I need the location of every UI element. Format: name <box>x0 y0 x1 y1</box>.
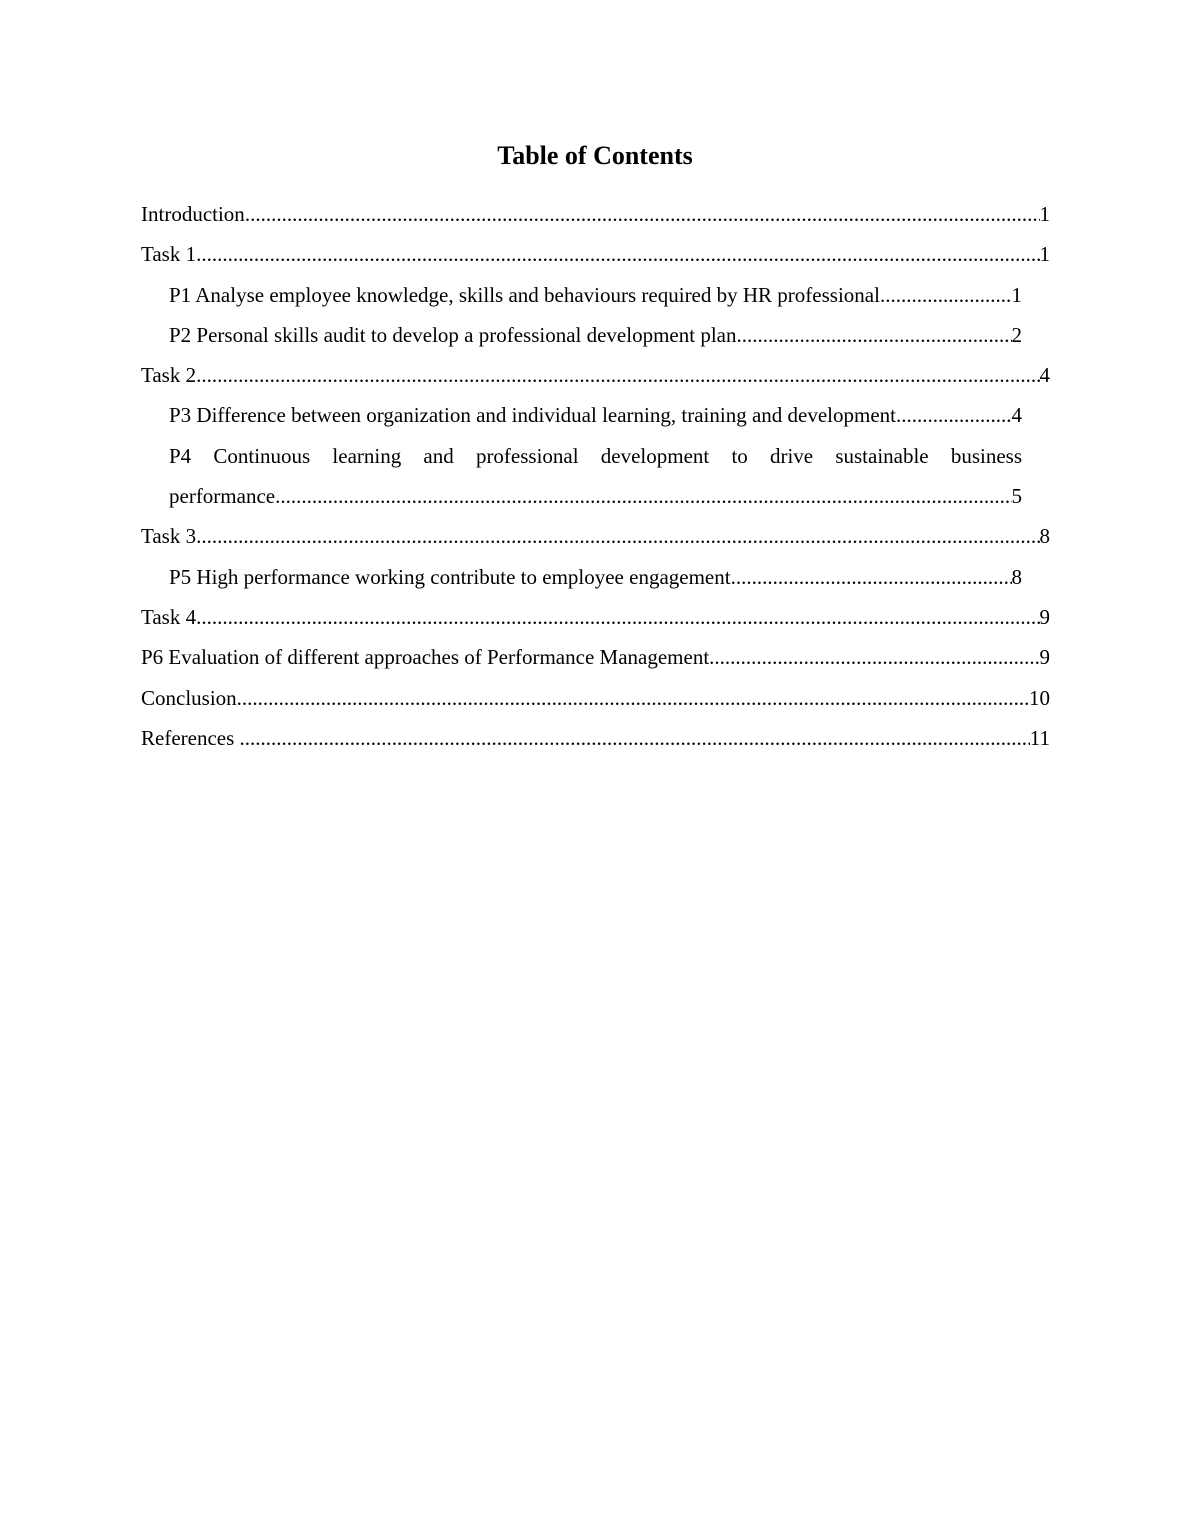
toc-word: business <box>950 443 1022 468</box>
toc-entry-text: P2 Personal skills audit to develop a professional development plan <box>169 322 737 347</box>
toc-page-number: 5 <box>1011 484 1022 509</box>
toc-leader-dots <box>196 597 1039 637</box>
toc-entry-text: Task 4 <box>141 604 197 629</box>
toc-entry-text: References <box>141 725 240 750</box>
toc-entry-text: Task 2 <box>141 363 197 388</box>
toc-word: to <box>731 443 748 468</box>
toc-entry-references[interactable] <box>141 718 1050 758</box>
toc-entry-text: Introduction <box>141 202 245 226</box>
toc-entry-text: Conclusion <box>141 685 237 710</box>
toc-entry-justified-text <box>169 436 1022 476</box>
toc-entry-text: performance <box>169 484 276 509</box>
toc-leader-dots <box>237 678 1029 718</box>
toc-leader-dots <box>709 637 1039 677</box>
toc-leader-dots <box>196 355 1039 395</box>
toc-entry-p5[interactable] <box>141 557 1050 597</box>
toc-leader-dots <box>731 557 1012 597</box>
toc-page-number: 11 <box>1029 725 1050 750</box>
toc-entry-conclusion[interactable] <box>141 678 1050 718</box>
toc-entry-introduction[interactable] <box>141 194 1050 234</box>
table-of-contents <box>141 194 1050 758</box>
toc-entry-task-2[interactable] <box>141 355 1050 395</box>
toc-page-number: 1 <box>1039 202 1050 226</box>
toc-entry-text-line2-row <box>169 476 1022 516</box>
toc-page-number: 4 <box>1039 363 1050 388</box>
toc-word: Continuous <box>213 443 311 468</box>
toc-page-number: 9 <box>1039 645 1050 670</box>
toc-leader-dots <box>196 234 1039 274</box>
toc-entry-text: Task 1 <box>141 242 197 267</box>
toc-entry-text: Task 3 <box>141 524 197 549</box>
toc-word: development <box>600 443 710 468</box>
toc-page-number: 1 <box>1011 282 1022 307</box>
toc-word: P4 <box>169 443 192 468</box>
toc-entry-p6[interactable] <box>141 637 1050 677</box>
toc-page-number: 1 <box>1039 242 1050 267</box>
toc-word: drive <box>769 443 814 468</box>
toc-leader-dots <box>736 315 1011 355</box>
toc-entry-text-line1 <box>169 436 1022 476</box>
toc-entry-task-1[interactable] <box>141 234 1050 274</box>
toc-word: and <box>423 443 454 468</box>
toc-word: learning <box>332 443 402 468</box>
toc-word: professional <box>475 443 579 468</box>
toc-entry-task-3[interactable] <box>141 516 1050 556</box>
toc-entry-text: P5 High performance working contribute to employee engagement <box>169 564 731 589</box>
toc-entry-p2[interactable] <box>141 315 1050 355</box>
toc-entry-text: P1 Analyse employee knowledge, skills and behaviours required by HR professional. <box>169 282 886 307</box>
toc-entry-text: P6 Evaluation of different approaches of Performance Management <box>141 645 710 670</box>
toc-leader-dots <box>245 194 1040 234</box>
toc-page-number: 4 <box>1011 403 1022 428</box>
toc-page-number: 8 <box>1011 564 1022 589</box>
toc-entry-p4[interactable] <box>141 436 1050 517</box>
toc-page-number: 8 <box>1039 524 1050 549</box>
toc-entry-task-4[interactable] <box>141 597 1050 637</box>
toc-word: sustainable <box>835 443 929 468</box>
toc-leader-dots <box>885 275 1011 315</box>
toc-page-number: 9 <box>1039 604 1050 629</box>
toc-title: Table of Contents <box>497 141 693 170</box>
toc-entry-p1[interactable] <box>141 275 1050 315</box>
toc-leader-dots <box>196 516 1039 556</box>
toc-page-number: 2 <box>1011 322 1022 347</box>
toc-leader-dots <box>240 718 1030 758</box>
toc-entry-p3[interactable] <box>141 395 1050 435</box>
toc-entry-text: P3 Difference between organization and individual learning, training and development. <box>169 403 902 428</box>
toc-page-number: 10 <box>1029 685 1050 710</box>
toc-leader-dots <box>901 395 1011 435</box>
toc-leader-dots <box>275 476 1011 516</box>
